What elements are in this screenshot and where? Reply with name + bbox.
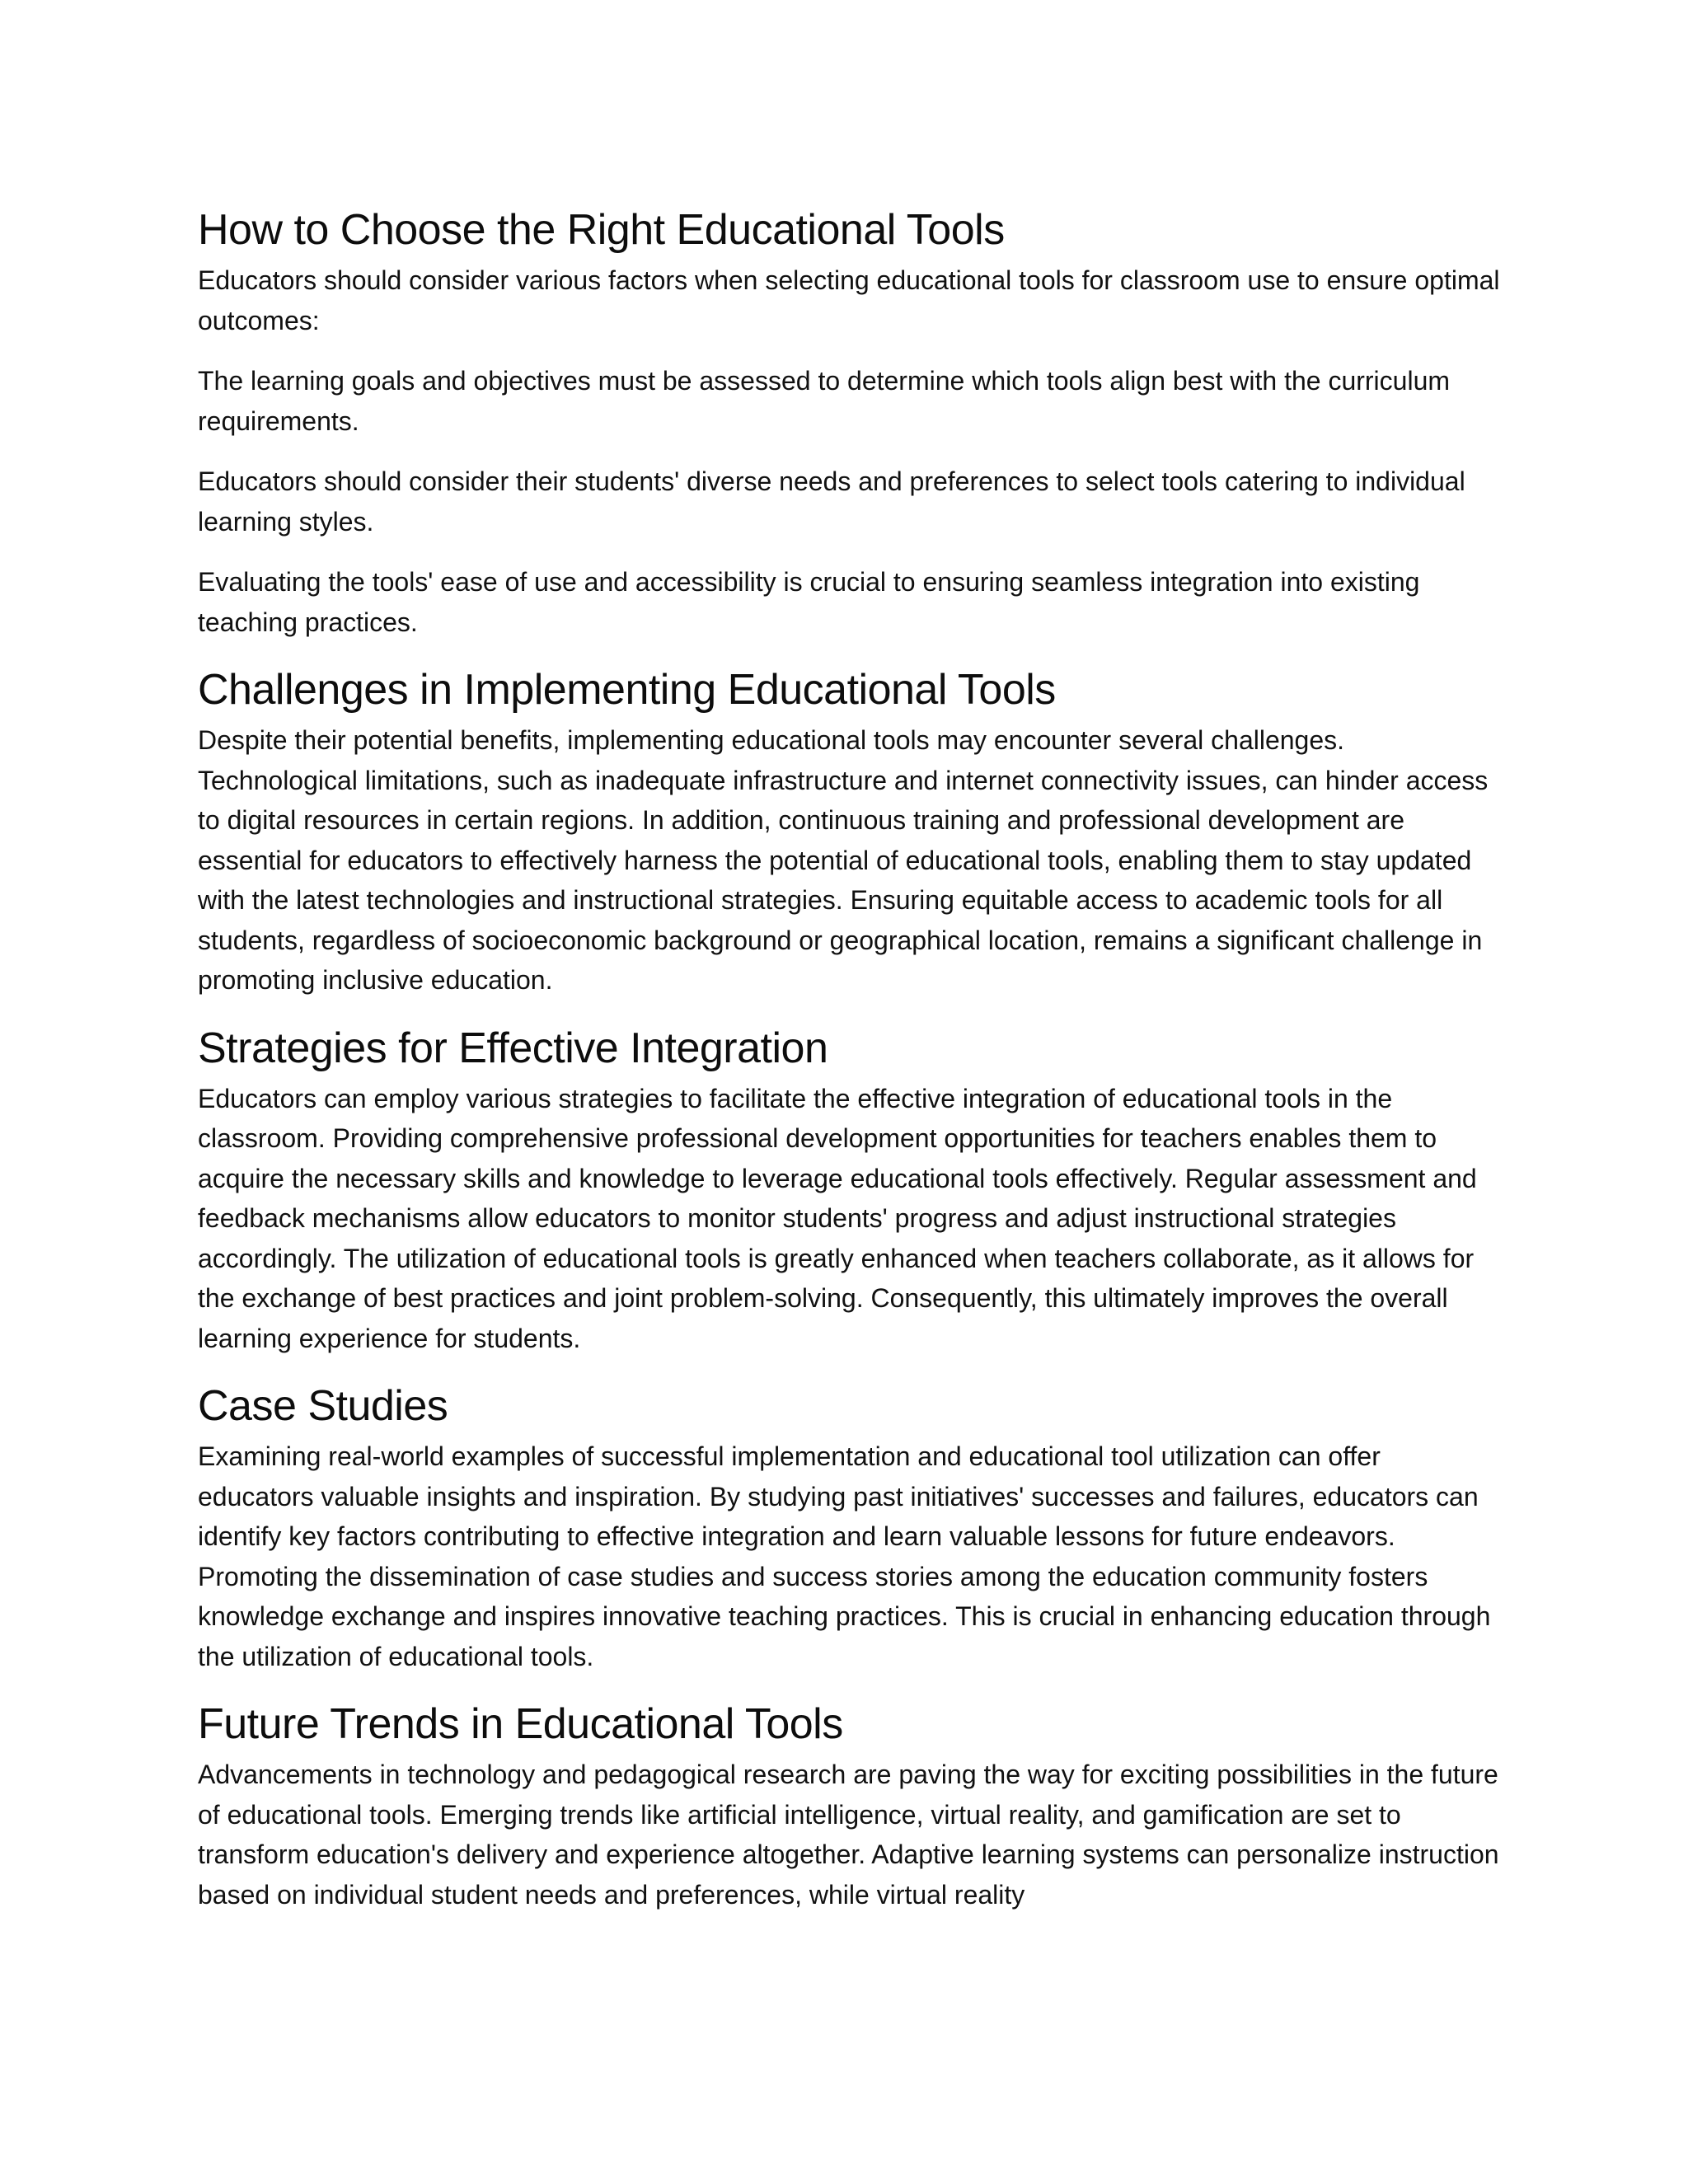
- section-heading: Strategies for Effective Integration: [198, 1024, 828, 1072]
- paragraph: Educators should consider various factors when selecting educational tools for classroom use to ensure optimal outcomes:: [198, 265, 1500, 335]
- section-strategies: [198, 1021, 1500, 1359]
- paragraph: Advancements in technology and pedagogical research are paving the way for exciting possibilities in the future of educational tools. Emerging trends like artificial intelligence, virtual reality, and gamification are set to transform education's delivery and experience altogether. Adaptive learning systems can personalize instruction based on individual student needs and preferences, while virtual reality: [198, 1760, 1499, 1910]
- paragraph: Examining real-world examples of successful implementation and educational tool utilization can offer educators valuable insights and inspiration. By studying past initiatives' successes and failures, educators can identify key factors contributing to effective integration and learn valuable lessons for future endeavors. Promoting the dissemination of case studies and success stories among the education community fosters knowledge exchange and inspires innovative teaching practices. This is crucial in enhancing education through the utilization of educational tools.: [198, 1441, 1491, 1671]
- paragraph: Educators should consider their students' diverse needs and preferences to select tools catering to individual learning styles.: [198, 466, 1465, 537]
- section-choosing-tools: [198, 203, 1500, 642]
- section-challenges: [198, 663, 1500, 1001]
- section-heading: Future Trends in Educational Tools: [198, 1700, 843, 1748]
- paragraph: Despite their potential benefits, implementing educational tools may encounter several challenges. Technological limitations, such as inadequate infrastructure and internet connectivity issues, can hinder access to digital resources in certain regions. In addition, continuous training and professional development are essential for educators to effectively harness the potential of educational tools, enabling them to stay updated with the latest technologies and instructional strategies. Ensuring equitable access to academic tools for all students, regardless of socioeconomic background or geographical location, remains a significant challenge in promoting inclusive education.: [198, 725, 1489, 995]
- paragraph: Evaluating the tools' ease of use and accessibility is crucial to ensuring seamless integration into existing teaching practices.: [198, 567, 1420, 637]
- section-future-trends: [198, 1697, 1500, 1915]
- section-heading: Challenges in Implementing Educational Tools: [198, 666, 1056, 714]
- section-heading: How to Choose the Right Educational Tools: [198, 206, 1005, 254]
- paragraph: The learning goals and objectives must be assessed to determine which tools align best with the curriculum requirements.: [198, 366, 1451, 436]
- document-page: [198, 203, 1500, 1935]
- section-heading: Case Studies: [198, 1382, 448, 1430]
- section-case-studies: [198, 1379, 1500, 1676]
- paragraph: Educators can employ various strategies to facilitate the effective integration of educational tools in the classroom. Providing comprehensive professional development opportunities for teachers enables them to acquire the necessary skills and knowledge to leverage educational tools effectively. Regular assessment and feedback mechanisms allow educators to monitor students' progress and adjust instructional strategies accordingly. The utilization of educational tools is greatly enhanced when teachers collaborate, as it allows for the exchange of best practices and joint problem-solving. Consequently, this ultimately improves the overall learning experience for students.: [198, 1083, 1477, 1353]
